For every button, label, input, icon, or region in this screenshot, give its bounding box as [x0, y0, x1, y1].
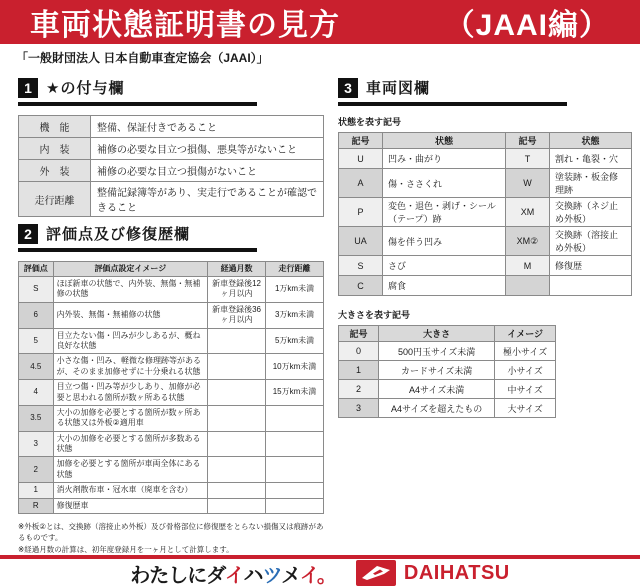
section3-number-badge: 3 [338, 78, 358, 98]
table-row [339, 361, 556, 380]
table-cell: A4サイズを超えたもの [379, 399, 495, 418]
table-cell: 傷・ささくれ [383, 169, 506, 198]
table-row [19, 160, 324, 182]
table-cell: 大小の加修を必要とする箇所が多数ある状態 [53, 431, 208, 457]
slogan-char: ツ [262, 564, 282, 587]
table-cell: 3.5 [19, 405, 54, 431]
table-row [19, 498, 324, 513]
table-row [19, 483, 324, 498]
table-cell [266, 431, 324, 457]
table-cell [549, 276, 631, 296]
size-symbols-label: 大きさを表す記号 [338, 310, 411, 320]
table-cell: 整備、保証付きであること [91, 116, 324, 138]
table-cell: UA [339, 227, 383, 256]
table-cell [505, 276, 549, 296]
footnote-elapsed-months: ※経過月数の計算は、初年度登録月を一ヶ月として計算します。 [18, 544, 234, 554]
column-header: 記号 [339, 133, 383, 149]
footer [0, 559, 640, 588]
table-cell [266, 483, 324, 498]
slogan-char: わ [130, 564, 150, 587]
table-cell [208, 457, 266, 483]
table-cell: 小サイズ [495, 361, 556, 380]
table-cell: 消火剤散布車・冠水車（廃車を含む） [53, 483, 208, 498]
table-cell: C [339, 276, 383, 296]
table-cell: カードサイズ未満 [379, 361, 495, 380]
table-cell: A4サイズ未満 [379, 380, 495, 399]
table-cell: 整備記録簿等があり、実走行であることが確認できること [91, 182, 324, 217]
table-row [339, 342, 556, 361]
table-row [19, 354, 324, 380]
table-cell [208, 328, 266, 354]
table-cell: 小さな傷・凹み、軽微な修理跡等があるが、そのまま加修せずに十分乗れる状態 [53, 354, 208, 380]
table-cell [208, 354, 266, 380]
table-row [339, 380, 556, 399]
section1-heading [18, 77, 257, 106]
table-row [19, 457, 324, 483]
column-header: 記号 [339, 326, 379, 342]
section3-title: 車両図欄 [366, 80, 431, 97]
table-cell: 割れ・亀裂・穴 [549, 149, 631, 169]
table-row [19, 302, 324, 328]
score-table-header-row [19, 262, 324, 277]
table-cell: 大小の加修を必要とする箇所が数ヶ所ある状態又は外板②適用車 [53, 405, 208, 431]
section2-heading [18, 223, 257, 252]
table-cell: 修復歴車 [53, 498, 208, 513]
table-row [19, 277, 324, 303]
table-cell: 加修を必要とする箇所が車両全体にある状態 [53, 457, 208, 483]
table-row [339, 198, 632, 227]
column-header: 記号 [505, 133, 549, 149]
table-cell: 3 [19, 431, 54, 457]
slogan-char: に [187, 564, 207, 587]
table-row [339, 399, 556, 418]
daihatsu-logo [356, 560, 510, 586]
column-header: 走行距離 [266, 262, 324, 277]
table-cell: 交換跡（ネジ止め外板） [549, 198, 631, 227]
table-cell: 10万km未満 [266, 354, 324, 380]
section1-title: ★の付与欄 [46, 80, 125, 97]
section-star-criteria [18, 77, 324, 217]
table-cell: 0 [339, 342, 379, 361]
table-cell: 2 [19, 457, 54, 483]
table-row [339, 169, 632, 198]
table-cell: 2 [339, 380, 379, 399]
table-cell: A [339, 169, 383, 198]
table-row [19, 116, 324, 138]
column-header: 大きさ [379, 326, 495, 342]
table-cell: S [339, 256, 383, 276]
table-cell: 極小サイズ [495, 342, 556, 361]
main-content [0, 69, 640, 555]
table-cell: 4.5 [19, 354, 54, 380]
page-title-main: 車両状態証明書の見方 [30, 9, 340, 42]
title-banner [0, 0, 640, 44]
slogan-char: イ [224, 564, 244, 587]
slogan-char: ダ [206, 564, 225, 587]
table-cell: 1 [339, 361, 379, 380]
table-cell: 6 [19, 302, 54, 328]
table-cell [266, 405, 324, 431]
table-cell: さび [383, 256, 506, 276]
table-cell: 機 能 [19, 116, 91, 138]
table-cell: 外 装 [19, 160, 91, 182]
table-cell: XM② [505, 227, 549, 256]
table-row [339, 276, 632, 296]
column-header: 経過月数 [208, 262, 266, 277]
section1-number-badge: 1 [18, 78, 38, 98]
table-cell: 中サイズ [495, 380, 556, 399]
slogan-char: メ [281, 564, 300, 587]
table-row [19, 431, 324, 457]
column-header: 評価点 [19, 262, 54, 277]
table-row [19, 138, 324, 160]
table-cell: 3万km未満 [266, 302, 324, 328]
slogan-char: 。 [316, 564, 336, 587]
table-row [339, 149, 632, 169]
star-criteria-table [18, 115, 324, 217]
footnote-outer-panel: ※外板②とは、交換跡（溶接止め外板）及び骨格部位に修復歴をとらない損傷又は痕跡があるものです。 [18, 522, 324, 543]
brand-name: DAIHATSU [403, 561, 510, 584]
table-cell: 目立つ傷・凹み等が少しあり、加修が必要と思われる箇所が数ヶ所ある状態 [53, 380, 208, 406]
table-cell [208, 431, 266, 457]
table-row [19, 405, 324, 431]
table-cell: W [505, 169, 549, 198]
table-cell: 塗装跡・板金修理跡 [549, 169, 631, 198]
table-cell: U [339, 149, 383, 169]
table-cell: 500円玉サイズ未満 [379, 342, 495, 361]
table-cell: 補修の必要な目立つ損傷、悪臭等がないこと [91, 138, 324, 160]
table-cell: 内 装 [19, 138, 91, 160]
table-row [339, 227, 632, 256]
table-cell: ほぼ新車の状態で、内外装、無傷・無補修の状態 [53, 277, 208, 303]
table-row [19, 182, 324, 217]
condition-symbols-table [338, 132, 632, 296]
table-cell: 変色・退色・剥げ・シール（テープ）跡 [383, 198, 506, 227]
table-cell: 3 [339, 399, 379, 418]
section2-title: 評価点及び修復歴欄 [46, 226, 191, 243]
table-cell: R [19, 498, 54, 513]
table-cell: 1万km未満 [266, 277, 324, 303]
table-cell: 新車登録後12ヶ月以内 [208, 277, 266, 303]
table-cell: 5 [19, 328, 54, 354]
table-cell: 新車登録後36ヶ月以内 [208, 302, 266, 328]
slogan-char: た [149, 564, 169, 587]
table-cell: M [505, 256, 549, 276]
slogan-char: し [168, 564, 188, 587]
table-cell: 1 [19, 483, 54, 498]
table-cell: 5万km未満 [266, 328, 324, 354]
table-cell [208, 498, 266, 513]
table-cell [208, 380, 266, 406]
score-table [18, 261, 324, 514]
issuer-subtitle: 「一般財団法人 日本自動車査定協会（JAAI）」 [16, 51, 269, 65]
section2-number-badge: 2 [18, 224, 38, 244]
slogan-char: ハ [243, 564, 263, 587]
table-cell: 目立たない傷・凹みが少しあるが、概ね良好な状態 [53, 328, 208, 354]
table-cell [208, 405, 266, 431]
table-cell [208, 483, 266, 498]
column-header: イメージ [495, 326, 556, 342]
column-header: 状態 [383, 133, 506, 149]
table-cell: 交換跡（溶接止め外板） [549, 227, 631, 256]
column-header: 状態 [549, 133, 631, 149]
section-score-history [18, 223, 324, 555]
table-cell: XM [505, 198, 549, 227]
table-cell: 4 [19, 380, 54, 406]
table-cell: 走行距離 [19, 182, 91, 217]
daihatsu-mark-icon [356, 560, 396, 586]
table-cell: S [19, 277, 54, 303]
section3-heading [338, 77, 567, 106]
right-column [338, 71, 632, 555]
table-cell: P [339, 198, 383, 227]
column-header: 評価点設定イメージ [53, 262, 208, 277]
table-cell: 大サイズ [495, 399, 556, 418]
table-cell: 傷を伴う凹み [383, 227, 506, 256]
table-cell: 内外装、無傷・無補修の状態 [53, 302, 208, 328]
left-column [18, 71, 324, 555]
daihatsu-slogan [130, 559, 336, 588]
condition-table-header-row [339, 133, 632, 149]
slogan-char: イ [299, 564, 317, 587]
table-row [339, 256, 632, 276]
table-cell: T [505, 149, 549, 169]
footnotes [18, 521, 324, 555]
size-symbols-table [338, 325, 556, 418]
size-table-header-row [339, 326, 556, 342]
table-cell: 補修の必要な目立つ損傷がないこと [91, 160, 324, 182]
table-row [19, 380, 324, 406]
page-title-suffix: （JAAI編） [444, 9, 610, 42]
section-vehicle-diagram [338, 77, 632, 418]
table-cell [266, 498, 324, 513]
table-cell: 凹み・曲がり [383, 149, 506, 169]
table-cell [266, 457, 324, 483]
table-cell: 修復歴 [549, 256, 631, 276]
condition-symbols-label: 状態を表す記号 [338, 117, 402, 127]
table-row [19, 328, 324, 354]
table-cell: 15万km未満 [266, 380, 324, 406]
table-cell: 腐食 [383, 276, 506, 296]
